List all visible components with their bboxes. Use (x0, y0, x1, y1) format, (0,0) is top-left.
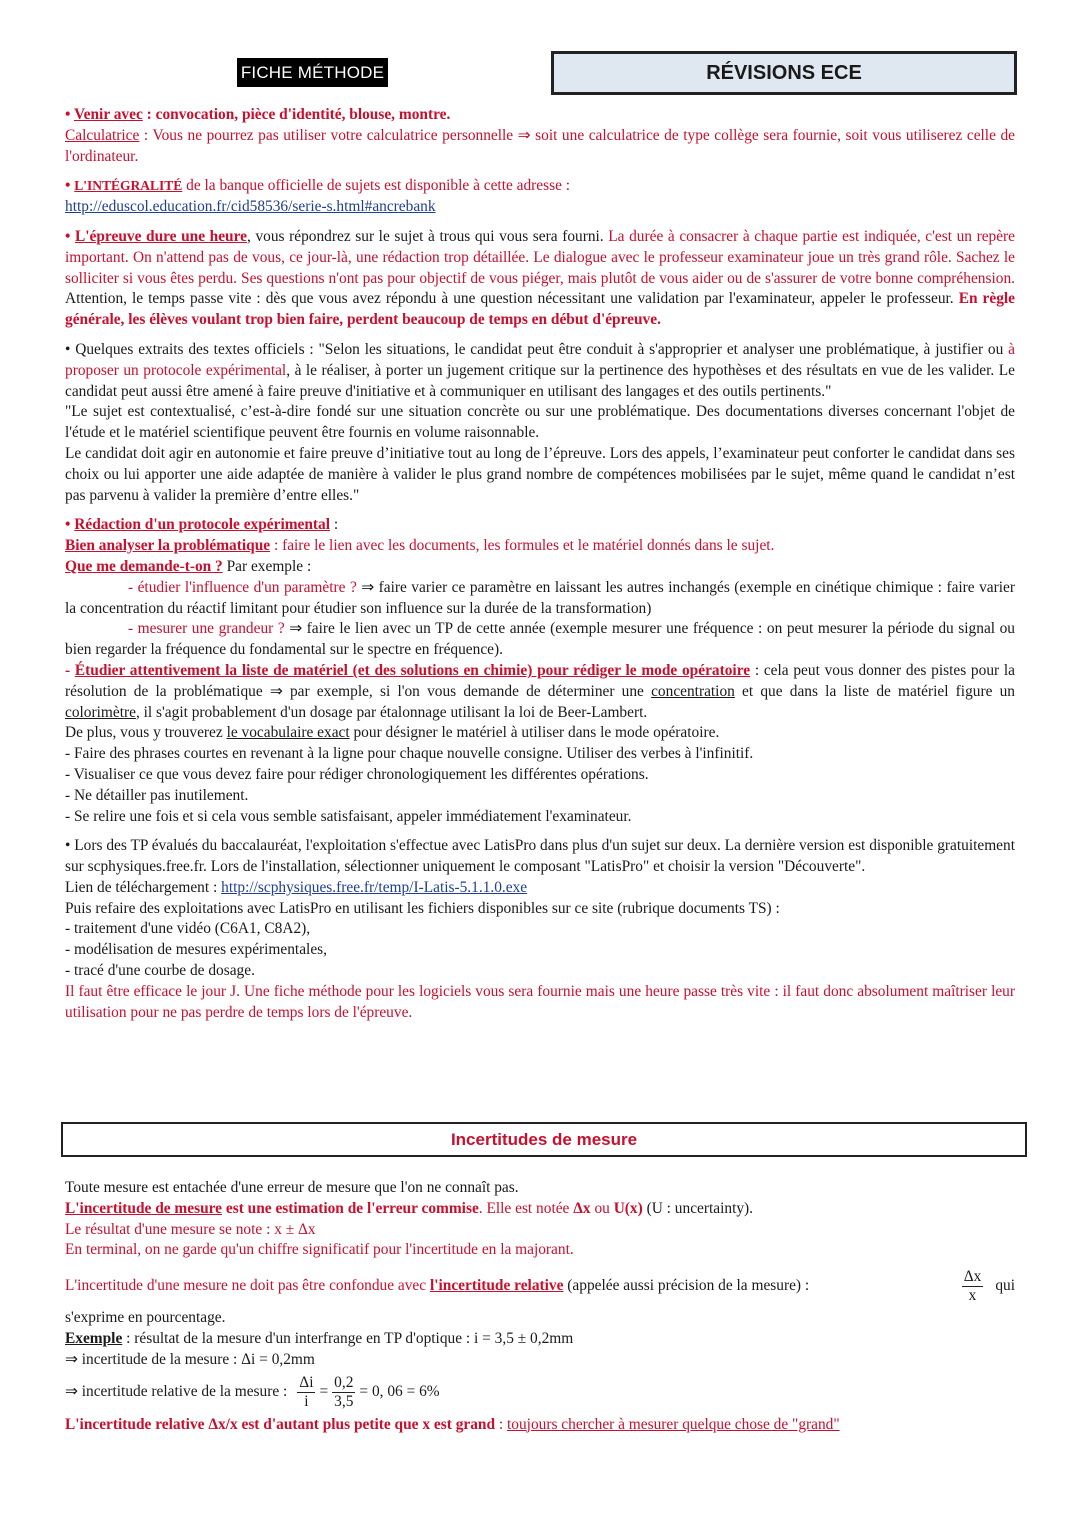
relative-fraction: $\frac{\Delta x}{x}$ (963, 1267, 982, 1304)
latispro-exploitations: Puis refaire des exploitations avec LatisPro en utilisant les fichiers disponibles sur ce site (rubrique documents TS) : (65, 899, 780, 917)
example-grandeur: - mesurer une grandeur ? ⇒ faire le lien avec un TP de cette année (exemple mesurer une fréquence : on peut mesurer la période du signal ou bien regarder la fréquence du fondamental sur le spectre en fréquence). (65, 620, 1015, 659)
integralite-title: L'INTÉGRALITÉ (74, 178, 183, 194)
fiche-methode-label: FICHE MÉTHODE (237, 58, 388, 87)
section-protocole: • Rédaction d'un protocole expérimental : (65, 516, 339, 534)
incert-l6: s'exprime en pourcentage. (65, 1309, 226, 1327)
section-latispro: • Lors des TP évalués du baccalauréat, l'exploitation s'effectue avec LatisPro dans plus d'un sujet sur deux. La dernière version est disponible gratuitement sur scphysiques.free.fr. Lors de l'installation, sélectionner uniquement le composant "LatisPro" et choisir la version "Découverte". (65, 837, 1015, 876)
example-influence: - étudier l'influence d'un paramètre ? ⇒ faire varier ce paramètre en laissant les autres inchangés (exemple en cinétique chimique : faire varier la concentration du réactif limitant pour étudier son influence sur la durée de la transformation) (65, 578, 1015, 617)
incert-conclusion: L'incertitude relative Δx/x est d'autant plus petite que x est grand : toujours chercher à mesurer quelque chose de "grand" (65, 1415, 840, 1433)
calculatrice-para: Calculatrice : Vous ne pourrez pas utiliser votre calculatrice personnelle ⇒ soit une calculatrice de type collège sera fournie, soit vous utiliserez celle de l'ordinateur. (65, 126, 1015, 165)
latispro-item: - tracé d'une courbe de dosage. (65, 962, 255, 980)
incert-l4: En terminal, on ne garde qu'un chiffre significatif pour l'incertitude en la majorant. (65, 1241, 574, 1259)
latispro-item: - modélisation de mesures expérimentales, (65, 941, 327, 959)
latispro-warning: Il faut être efficace le jour J. Une fiche méthode pour les logiciels vous sera fournie mais une heure passe très vite : il faut donc absolument maîtriser leur utilisation pour ne pas perdre de temps lors de l'épreuve. (65, 982, 1015, 1021)
calculatrice-label: Calculatrice (65, 126, 140, 144)
section-venir-avec: • Venir avec : convocation, pièce d'identité, blouse, montre. (65, 106, 451, 123)
incertitudes-title: Incertitudes de mesure (61, 1122, 1027, 1157)
eduscol-link[interactable]: http://eduscol.education.fr/cid58536/serie-s.html#ancrebank (65, 198, 436, 216)
incert-l3: Le résultat d'une mesure se note : x ± Δx (65, 1220, 316, 1238)
exemple-incertitude: ⇒ incertitude de la mesure : Δi = 0,2mm (65, 1350, 315, 1368)
latis-download-link[interactable]: http://scphysiques.free.fr/temp/I-Latis-5.1.1.0.exe (221, 878, 528, 896)
section-textes-officiels: • Quelques extraits des textes officiels : "Selon les situations, le candidat peut être conduit à s'approprier et analyser une problématique, à justifier ou à proposer un protocole expérimental, à le réaliser, à porter un jugement critique sur la pertinence des hypothèses et des résultats en vue de les valider. Le candidat peut aussi être amené à faire preuve d'initiative et à communiquer en utilisant des langages et des outils pertinents." (65, 340, 1015, 400)
section-epreuve: • L'épreuve dure une heure, vous répondrez sur le sujet à trous qui vous sera fourni. La durée à consacrer à chaque partie est indiquée, c'est un repère important. On n'attend pas de vous, ce jour-là, une rédaction trop détaillée. Le dialogue avec le professeur examinateur joue un très grand rôle. Sachez le solliciter si vous êtes perdu. Ses questions n'ont pas pour objectif de vous piéger, mais plutôt de vous aider ou de s'assurer de votre bonne compréhension. Attention, le temps passe vite : dès que vous avez répondu à une question nécessitant une validation par l'examinateur, appeler le professeur. En règle générale, les élèves voulant trop bien faire, perdent beaucoup de temps en début d'épreuve. (65, 227, 1016, 329)
exemple-relative: ⇒ incertitude relative de la mesure : $\frac{\Delta i}{i}$ = $\frac{0,2}{3,5}$ = 0, 06 = 6% (65, 1374, 440, 1411)
incert-l2: L'incertitude de mesure est une estimation de l'erreur commise. Elle est notée Δx ou U(x) (U : uncertainty). (65, 1199, 754, 1217)
textes-officiels-p3: Le candidat doit agir en autonomie et faire preuve d’initiative tout au long de l’épreuve. Lors des appels, l’examinateur peut conforter le candidat dans ses choix ou lui apporter une aide adaptée de manière à valider le plus grand nombre de compétences mobilisées par le sujet, même quand le candidat n’est pas parvenu à valider la première d’entre elles." (65, 444, 1015, 504)
analyser-line: Bien analyser la problématique : faire le lien avec les documents, les formules et le matériel donnés dans le sujet. (65, 537, 775, 555)
section-integralite: • L'INTÉGRALITÉ de la banque officielle de sujets est disponible à cette adresse : (65, 177, 571, 195)
vocabulaire-line: De plus, vous y trouverez le vocabulaire exact pour désigner le matériel à utiliser dans le mode opératoire. (65, 724, 720, 742)
incert-relative-line: L'incertitude d'une mesure ne doit pas être confondue avec l'incertitude relative (appelée aussi précision de la mesure) : $\frac{\Delta x}{x}$ qui (65, 1267, 1015, 1304)
incertitudes-content (65, 1178, 1015, 1435)
main-content (65, 105, 1015, 1023)
materiel-line: - Étudier attentivement la liste de matériel (et des solutions en chimie) pour rédiger le mode opératoire : cela peut vous donner des pistes pour la résolution de la problématique ⇒ par exemple, si l'on vous demande de déterminer une concentration et que dans la liste de matériel figure un colorimètre, il s'agit probablement d'un dosage par étalonnage utilisant la loi de Beer-Lambert. (65, 661, 1015, 721)
protocole-item: - Visualiser ce que vous devez faire pour rédiger chronologiquement les différentes opérations. (65, 765, 649, 783)
epreuve-title: L'épreuve dure une heure (75, 227, 247, 245)
download-line: Lien de téléchargement : http://scphysiques.free.fr/temp/I-Latis-5.1.1.0.exe (65, 878, 528, 896)
textes-officiels-p2: "Le sujet est contextualisé, c’est-à-dire fondé sur une situation concrète ou sur une problématique. Des documentations diverses concernant l'objet de l'étude et le matériel scientifique peuvent être fournis en volume raisonnable. (65, 403, 1015, 442)
incert-l1: Toute mesure est entachée d'une erreur de mesure que l'on ne connaît pas. (65, 1179, 519, 1196)
exemple-line: Exemple : résultat de la mesure d'un interfrange en TP d'optique : i = 3,5 ± 0,2mm (65, 1329, 574, 1347)
fraction-di-i: $\frac{\Delta i}{i}$ (299, 1374, 314, 1411)
latispro-item: - traitement d'une vidéo (C6A1, C8A2), (65, 920, 311, 938)
demande-line: Que me demande-t-on ? Par exemple : (65, 557, 312, 575)
venir-avec-title: Venir avec (73, 106, 143, 123)
protocole-item: - Ne détailler pas inutilement. (65, 786, 249, 804)
protocole-item: - Se relire une fois et si cela vous semble satisfaisant, appeler immédiatement l'examinateur. (65, 807, 632, 825)
eduscol-link-line (65, 197, 1015, 218)
protocole-item: - Faire des phrases courtes en revenant à la ligne pour chaque nouvelle consigne. Utiliser des verbes à l'infinitif. (65, 745, 754, 763)
fraction-values: $\frac{0,2}{3,5}$ (334, 1374, 354, 1411)
protocole-title: Rédaction d'un protocole expérimental (74, 516, 331, 534)
revisions-ece-title: RÉVISIONS ECE (551, 51, 1017, 95)
